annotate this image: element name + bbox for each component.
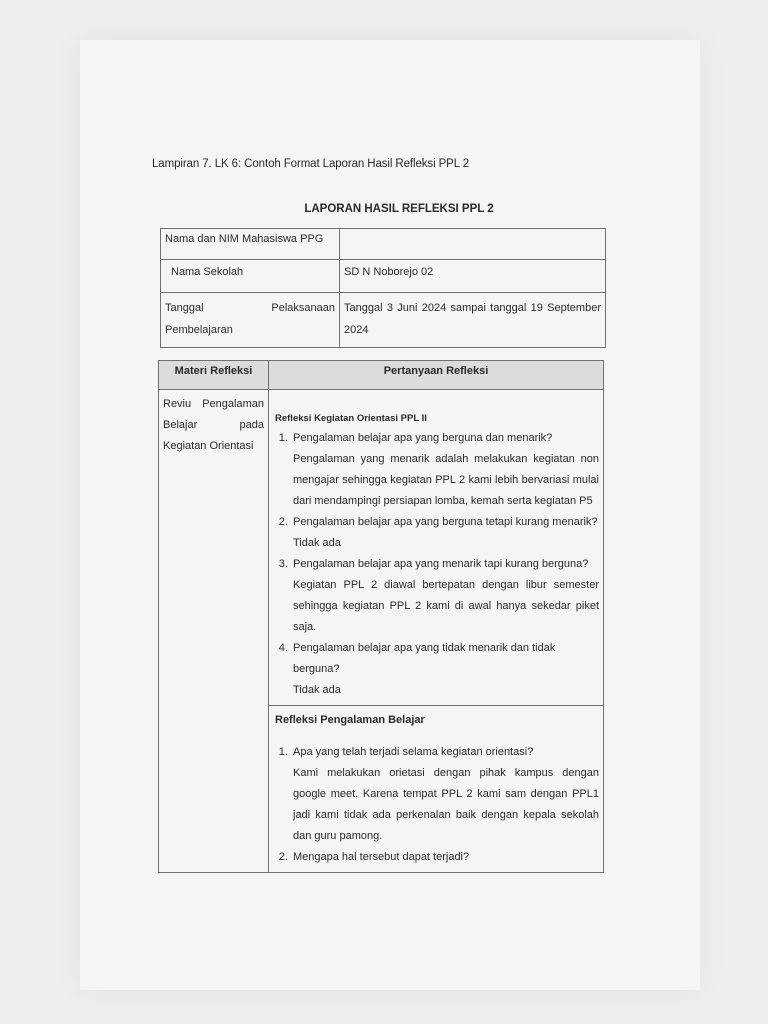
list-item: 3. Pengalaman belajar apa yang menarik tapi kurang berguna? Kegiatan PPL 2 diawal bertepatan dengan libur semester sehingga kegiatan PPL 2 kami di awal hanya sekedar piket saja. (291, 554, 599, 638)
student-value (340, 229, 606, 260)
report-title: LAPORAN HASIL REFLEKSI PPL 2 (304, 203, 494, 215)
section2-cell (269, 706, 604, 873)
student-label: Nama dan NIM Mahasiswa PPG (161, 229, 340, 260)
header-materi: Materi Refleksi (159, 361, 269, 390)
school-label: Nama Sekolah (161, 260, 340, 293)
reflection-table (158, 360, 604, 873)
section2-title: Refleksi Pengalaman Belajar (275, 714, 425, 726)
reflection-header-row (159, 361, 604, 390)
list-item: 1. Pengalaman belajar apa yang berguna dan menarik? Pengalaman yang menarik adalah melakukan kegiatan non mengajar sehingga kegiatan PPL 2 kami lebih bervariasi mulai dari mendampingi persiapan lomba, kemah serta kegiatan P5 (291, 428, 599, 512)
identity-table (160, 228, 606, 348)
section1-list (275, 428, 599, 701)
date-value: Tanggal 3 Juni 2024 sampai tanggal 19 September 2024 (340, 293, 606, 348)
school-value: SD N Noborejo 02 (340, 260, 606, 293)
materi-cell: Reviu Pengalaman Belajar pada Kegiatan Orientasi (159, 390, 269, 873)
list-item: 2. Pengalaman belajar apa yang berguna tetapi kurang menarik? Tidak ada (291, 512, 599, 554)
list-item: 4. Pengalaman belajar apa yang tidak menarik dan tidak berguna? Tidak ada (291, 638, 599, 701)
date-row (161, 293, 606, 348)
date-label: Tanggal Pelaksanaan Pembelajaran (161, 293, 340, 348)
section1-title: Refleksi Kegiatan Orientasi PPL II (275, 413, 427, 424)
list-item: 1. Apa yang telah terjadi selama kegiatan orientasi? Kami melakukan orietasi dengan pihak kampus dengan google meet. Karena tempat PPL 2 kami sam dengan PPL1 jadi kami tidak ada perkenalan baik dengan kepala sekolah dan guru pamong. (291, 742, 599, 847)
list-item: 2. Mengapa hal tersebut dapat terjadi? (291, 847, 599, 868)
section1-cell (269, 390, 604, 706)
header-pertanyaan: Pertanyaan Refleksi (269, 361, 604, 390)
section2-list (275, 742, 599, 868)
reflection-row-1 (159, 390, 604, 706)
school-row (161, 260, 606, 293)
student-row (161, 229, 606, 260)
attachment-caption: Lampiran 7. LK 6: Contoh Format Laporan Hasil Refleksi PPL 2 (152, 158, 470, 170)
